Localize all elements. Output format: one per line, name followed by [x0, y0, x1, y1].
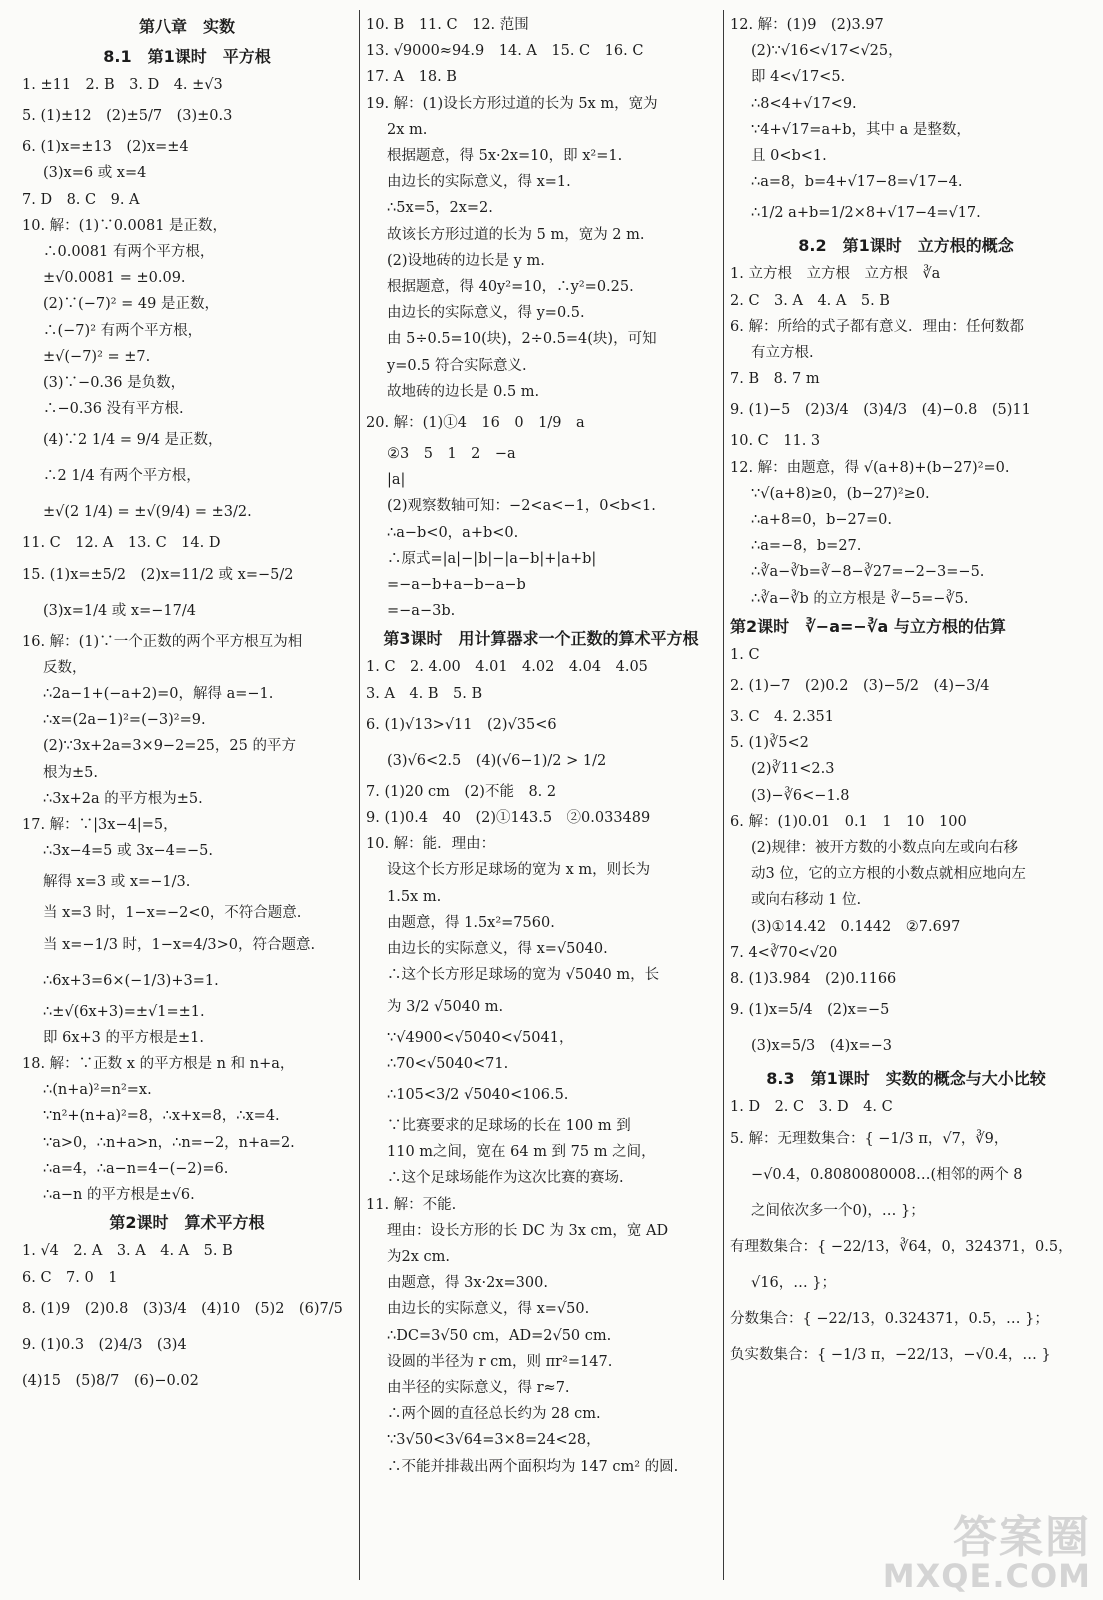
- answer-continuation: ∴2a−1+(−a+2)=0，解得 a=−1.: [43, 686, 274, 703]
- answer-line: 1. D 2. C 3. D 4. C: [730, 1099, 893, 1116]
- answer-continuation: ∴∛a−∛b 的立方根是 ∛−5=−∛5.: [751, 590, 969, 607]
- answer-continuation: (2)∵3x+2a=3×9−2=25，25 的平方: [43, 738, 296, 755]
- answer-continuation: 2x m.: [387, 121, 428, 138]
- answer-continuation: 当 x=3 时，1−x=−2<0，不符合题意.: [43, 905, 302, 922]
- answer-continuation: ∵a>0，∴n+a>n，∴n=−2，n+a=2.: [43, 1134, 295, 1151]
- answer-continuation: ∴x=(2a−1)²=(−3)²=9.: [43, 712, 206, 729]
- answer-continuation: 110 m之间，宽在 64 m 到 75 m 之间，: [387, 1144, 656, 1161]
- answer-line: 7. 4<∛70<√20: [730, 944, 838, 961]
- answer-continuation: (2)∛11<2.3: [751, 761, 835, 778]
- answer-line: 6. (1)√13>√11 (2)√35<6: [366, 716, 557, 733]
- answer-continuation: ∴1/2 a+b=1/2×8+√17−4=√17.: [751, 205, 981, 222]
- answer-line: 2. (1)−7 (2)0.2 (3)−5/2 (4)−3/4: [730, 678, 990, 695]
- answer-continuation: √16，… }；: [751, 1274, 837, 1291]
- answer-line: 17. A 18. B: [366, 69, 457, 86]
- answer-line: 9. (1)0.4 40 (2)①143.5 ②0.033489: [366, 810, 651, 827]
- answer-continuation: ∵n²+(n+a)²=8，∴x+x=8，∴x=4.: [43, 1108, 280, 1125]
- answer-continuation: 且 0<b<1.: [751, 148, 827, 165]
- answer-line: 1. C: [730, 646, 760, 663]
- answer-continuation: (2)∵(−7)² = 49 是正数，: [43, 296, 219, 313]
- answer-continuation: 故该长方形过道的长为 5 m，宽为 2 m.: [387, 226, 645, 243]
- answer-continuation: (3)x=1/4 或 x=−17/4: [43, 602, 196, 619]
- answer-line: 1. 立方根 立方根 立方根 ∛a: [730, 266, 941, 283]
- answer-continuation: ∵√4900<√5040<√5041，: [387, 1029, 574, 1046]
- answer-line: 20. 解：(1)①4 16 0 1/9 a: [366, 415, 585, 432]
- answer-line: 10. 解：能．理由：: [366, 836, 496, 853]
- column-divider-2: [723, 10, 724, 1580]
- answer-line: 7. D 8. C 9. A: [22, 191, 140, 208]
- answer-line: 5. (1)∛5<2: [730, 735, 809, 752]
- answer-line: 11. 解：不能.: [366, 1196, 457, 1213]
- answer-continuation: ∵√(a+8)≥0，(b−27)²≥0.: [751, 485, 930, 502]
- answer-line: 7. B 8. 7 m: [730, 371, 820, 388]
- answer-continuation: ∴6x+3=6×(−1/3)+3=1.: [43, 972, 219, 989]
- answer-continuation: 由边长的实际意义，得 x=1.: [387, 174, 571, 191]
- answer-continuation: ∴原式=|a|−|b|−|a−b|+|a+b|: [387, 550, 597, 567]
- answer-continuation: 由题意，得 1.5x²=7560.: [387, 914, 555, 931]
- answer-line: 负实数集合：{ −1/3 π，−22/13，−√0.4，… }: [730, 1346, 1051, 1363]
- answer-continuation: (3)x=5/3 (4)x=−3: [751, 1038, 892, 1055]
- answer-continuation: ∴2 1/4 有两个平方根，: [43, 468, 201, 485]
- watermark-url: MXQE.COM: [882, 1557, 1091, 1595]
- answer-continuation: ∴3x+2a 的平方根为±5.: [43, 790, 203, 807]
- answer-continuation: 由边长的实际意义，得 y=0.5.: [387, 305, 585, 322]
- answer-continuation: ∴a−b<0，a+b<0.: [387, 524, 519, 541]
- answer-line: 5. (1)±12 (2)±5/7 (3)±0.3: [22, 108, 233, 125]
- answer-line: 13. √9000≈94.9 14. A 15. C 16. C: [366, 43, 644, 60]
- answer-continuation: 故地砖的边长是 0.5 m.: [387, 383, 540, 400]
- answer-continuation: (2)设地砖的边长是 y m.: [387, 252, 545, 269]
- answer-continuation: 即 6x+3 的平方根是±1.: [43, 1029, 204, 1046]
- answer-line: 6. 解：所给的式子都有意义．理由：任何数都: [730, 318, 1024, 335]
- answer-continuation: ∴105<3/2 √5040<106.5.: [387, 1086, 569, 1103]
- answer-continuation: 由题意，得 3x·2x=300.: [387, 1275, 548, 1292]
- answer-line: 17. 解：∵|3x−4|=5，: [22, 817, 178, 834]
- answer-line: 7. (1)20 cm (2)不能 8. 2: [366, 783, 557, 800]
- answer-continuation: (2)观察数轴可知：−2<a<−1，0<b<1.: [387, 498, 656, 515]
- answer-continuation: |a|: [387, 472, 406, 489]
- answer-continuation: (2)∵√16<√17<√25，: [751, 43, 903, 60]
- answer-column-2: [366, 12, 716, 1480]
- answer-continuation: 或向右移动 1 位.: [751, 892, 862, 909]
- answer-line: 9. (1)−5 (2)3/4 (3)4/3 (4)−0.8 (5)11: [730, 402, 1031, 419]
- answer-continuation: 设这个长方形足球场的宽为 x m，则长为: [387, 862, 651, 879]
- answer-line: 2. C 3. A 4. A 5. B: [730, 292, 890, 309]
- answer-continuation: 由边长的实际意义，得 x=√5040.: [387, 941, 608, 958]
- answer-continuation: 由半径的实际意义，得 r≈7.: [387, 1379, 570, 1396]
- answer-line: 11. C 12. A 13. C 14. D: [22, 535, 221, 552]
- answer-continuation: ∵4+√17=a+b，其中 a 是整数，: [751, 121, 971, 138]
- answer-continuation: 理由：设长方形的长 DC 为 3x cm，宽 AD: [387, 1222, 669, 1239]
- answer-continuation: ∴70<√5040<71.: [387, 1055, 509, 1072]
- answer-continuation: ∴a+8=0，b−27=0.: [751, 512, 892, 529]
- section-heading: 第2课时 ∛−a=−∛a 与立方根的估算: [730, 616, 1006, 636]
- section-heading: 8.2 第1课时 立方根的概念: [798, 236, 1014, 256]
- answer-line: 15. (1)x=±5/2 (2)x=11/2 或 x=−5/2: [22, 566, 294, 583]
- answer-line: (4)15 (5)8/7 (6)−0.02: [22, 1372, 199, 1389]
- column-divider-1: [359, 10, 360, 1580]
- answer-continuation: ∵比赛要求的足球场的长在 100 m 到: [387, 1117, 631, 1134]
- answer-continuation: −√0.4，0.8080080008…(相邻的两个 8: [751, 1166, 1023, 1183]
- answer-line: 19. 解：(1)设长方形过道的长为 5x m，宽为: [366, 95, 658, 112]
- answer-continuation: ∴(n+a)²=n²=x.: [43, 1082, 152, 1099]
- answer-continuation: ∴a=8，b=4+√17−8=√17−4.: [751, 174, 963, 191]
- answer-line: 9. (1)0.3 (2)4/3 (3)4: [22, 1336, 187, 1353]
- answer-line: 8. (1)3.984 (2)0.1166: [730, 971, 897, 988]
- answer-continuation: ∴3x−4=5 或 3x−4=−5.: [43, 843, 214, 860]
- answer-continuation: ∴不能并排裁出两个面积均为 147 cm² 的圆.: [387, 1458, 679, 1475]
- answer-continuation: 当 x=−1/3 时，1−x=4/3>0，符合题意.: [43, 936, 316, 953]
- answer-continuation: 即 4<√17<5.: [751, 69, 846, 86]
- answer-continuation: 设圆的半径为 r cm，则 πr²=147.: [387, 1353, 613, 1370]
- answer-continuation: (3)①14.42 0.1442 ②7.697: [751, 918, 961, 935]
- section-heading: 第八章 实数: [138, 17, 235, 36]
- answer-continuation: ±√(−7)² = ±7.: [43, 348, 151, 365]
- answer-line: 12. 解：(1)9 (2)3.97: [730, 17, 884, 33]
- answer-continuation: ∴−0.36 没有平方根.: [43, 401, 184, 418]
- answer-continuation: ∴a=4，∴a−n=4−(−2)=6.: [43, 1160, 229, 1177]
- answer-line: 1. √4 2. A 3. A 4. A 5. B: [22, 1243, 233, 1260]
- answer-continuation: 动3 位，它的立方根的小数点就相应地向左: [751, 866, 1026, 883]
- answer-continuation: ∴5x=5，2x=2.: [387, 200, 493, 217]
- answer-continuation: =−a−b+a−b−a−b: [387, 577, 526, 594]
- answer-continuation: 为2x cm.: [387, 1248, 450, 1265]
- answer-continuation: ±√0.0081 = ±0.09.: [43, 270, 186, 287]
- answer-continuation: 根据题意，得 5x·2x=10，即 x²=1.: [387, 148, 623, 165]
- answer-continuation: (3)x=6 或 x=4: [43, 165, 147, 182]
- answer-continuation: ∵3√50<3√64=3×8=24<28，: [387, 1432, 601, 1449]
- answer-continuation: 根为±5.: [43, 764, 98, 781]
- answer-line: 分数集合：{ −22/13，0.324371，0.5，… }；: [730, 1310, 1049, 1327]
- answer-continuation: ∴±√(6x+3)=±√1=±1.: [43, 1003, 205, 1020]
- answer-line: 10. 解：(1)∵0.0081 是正数，: [22, 217, 228, 234]
- answer-line: 1. C 2. 4.00 4.01 4.02 4.04 4.05: [366, 659, 648, 676]
- answer-line: 8. (1)9 (2)0.8 (3)3/4 (4)10 (5)2 (6)7/5: [22, 1300, 343, 1317]
- answer-continuation: (2)规律：被开方数的小数点向左或向右移: [751, 840, 1019, 857]
- watermark-logo-text: 答案圈: [953, 1512, 1091, 1563]
- answer-line: 9. (1)x=5/4 (2)x=−5: [730, 1002, 890, 1019]
- answer-continuation: ∴两个圆的直径总长约为 28 cm.: [387, 1406, 601, 1423]
- answer-continuation: 由 5÷0.5=10(块)，2÷0.5=4(块)，可知: [387, 331, 657, 348]
- answer-continuation: (4)∵2 1/4 = 9/4 是正数，: [43, 432, 223, 449]
- answer-continuation: 解得 x=3 或 x=−1/3.: [43, 874, 191, 891]
- answer-continuation: 为 3/2 √5040 m.: [387, 998, 504, 1015]
- answer-continuation: 根据题意，得 40y²=10，∴y²=0.25.: [387, 279, 634, 296]
- answer-continuation: ±√(2 1/4) = ±√(9/4) = ±3/2.: [43, 504, 252, 521]
- answer-continuation: ∴∛a−∛b=∛−8−∛27=−2−3=−5.: [751, 564, 985, 581]
- answer-continuation: 由边长的实际意义，得 x=√50.: [387, 1301, 590, 1318]
- answer-line: 6. C 7. 0 1: [22, 1269, 118, 1286]
- answer-line: 18. 解：∵正数 x 的平方根是 n 和 n+a，: [22, 1056, 295, 1073]
- answer-column-3: [730, 12, 1082, 1373]
- watermark: [882, 1512, 1091, 1595]
- answer-continuation: ∴这个长方形足球场的宽为 √5040 m，长: [387, 967, 660, 984]
- answer-continuation: ∴a=−8，b=27.: [751, 538, 862, 555]
- answer-continuation: (3)−∛6<−1.8: [751, 787, 850, 804]
- answer-continuation: ∴这个足球场能作为这次比赛的赛场.: [387, 1170, 624, 1187]
- answer-line: 有理数集合：{ −22/13，∛64，0，324371，0.5，: [730, 1238, 1073, 1255]
- answer-continuation: ∴0.0081 有两个平方根，: [43, 244, 215, 261]
- answer-continuation: ∴(−7)² 有两个平方根，: [43, 322, 203, 339]
- answer-continuation: ∴a−n 的平方根是±√6.: [43, 1187, 195, 1204]
- section-heading: 8.1 第1课时 平方根: [103, 47, 271, 66]
- answer-continuation: (3)∵−0.36 是负数，: [43, 375, 186, 392]
- answer-continuation: y=0.5 符合实际意义.: [387, 357, 527, 374]
- answer-continuation: 有立方根.: [751, 345, 814, 362]
- answer-line: 10. B 11. C 12. 范围: [366, 17, 529, 33]
- answer-continuation: 之间依次多一个0)，… }；: [751, 1202, 925, 1219]
- section-heading: 第2课时 算术平方根: [109, 1213, 265, 1233]
- answer-line: 16. 解：(1)∵一个正数的两个平方根互为相: [22, 633, 303, 650]
- answer-continuation: ∴DC=3√50 cm，AD=2√50 cm.: [387, 1327, 612, 1344]
- answer-line: 6. (1)x=±13 (2)x=±4: [22, 139, 189, 156]
- answer-line: 10. C 11. 3: [730, 433, 821, 450]
- answer-line: 3. A 4. B 5. B: [366, 685, 483, 702]
- answer-line: 6. 解：(1)0.01 0.1 1 10 100: [730, 813, 967, 830]
- answer-continuation: 反数，: [43, 659, 87, 676]
- answer-continuation: (3)√6<2.5 (4)(√6−1)/2 > 1/2: [387, 752, 607, 769]
- answer-continuation: =−a−3b.: [387, 603, 456, 620]
- answer-line: 12. 解：由题意，得 √(a+8)+(b−27)²=0.: [730, 459, 1010, 476]
- section-heading: 第3课时 用计算器求一个正数的算术平方根: [383, 629, 699, 649]
- answer-column-1: [22, 12, 352, 1399]
- answer-line: 3. C 4. 2.351: [730, 709, 834, 726]
- section-heading: 8.3 第1课时 实数的概念与大小比较: [766, 1069, 1046, 1089]
- answer-line: 5. 解：无理数集合：{ −1/3 π，√7，∛9，: [730, 1130, 1009, 1147]
- answer-continuation: 1.5x m.: [387, 888, 442, 905]
- answer-continuation: ②3 5 1 2 −a: [387, 446, 516, 463]
- answer-line: 1. ±11 2. B 3. D 4. ±√3: [22, 77, 223, 93]
- answer-continuation: ∴8<4+√17<9.: [751, 95, 857, 112]
